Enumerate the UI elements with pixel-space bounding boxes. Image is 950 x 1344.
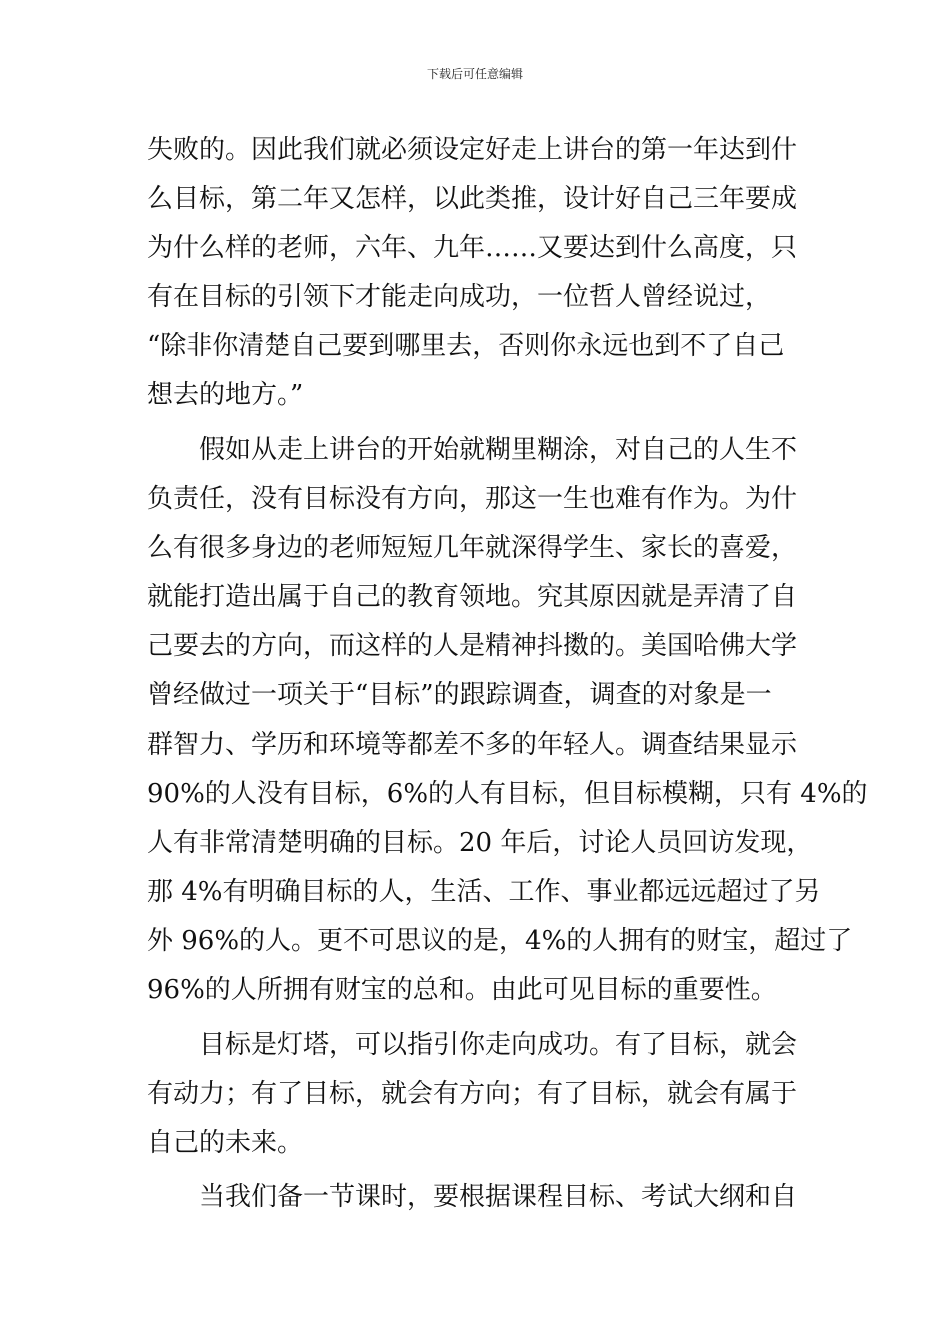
body-line-12: 曾经做过一项关于“目标”的跟踪调查，调查的对象是一 [147,680,772,710]
body-line-7: 假如从走上讲台的开始就糊里糊涂，对自己的人生不 [199,435,798,465]
body-line-5: “除非你清楚自己要到哪里去，否则你永远也到不了自己 [147,331,785,361]
body-line-13: 群智力、学历和环境等都差不多的年轻人。调查结果显示 [147,730,798,760]
body-line-16: 那 4%有明确目标的人，生活、工作、事业都远远超过了另 [147,877,821,907]
body-line-3: 为什么样的老师，六年、九年……又要达到什么高度，只 [147,233,798,263]
body-line-1: 失败的。因此我们就必须设定好走上讲台的第一年达到什 [147,135,798,165]
body-line-15: 人有非常清楚明确的目标。20 年后，讨论人员回访发现， [147,828,813,858]
body-line-11: 己要去的方向，而这样的人是精神抖擞的。美国哈佛大学 [147,631,798,661]
body-line-21: 自己的未来。 [147,1128,304,1158]
page-header: 下载后可任意编辑 [426,67,523,81]
body-line-14: 90%的人没有目标，6%的人有目标，但目标模糊，只有 4%的 [147,779,868,809]
body-line-4: 有在目标的引领下才能走向成功，一位哲人曾经说过， [147,282,772,312]
body-line-22: 当我们备一节课时，要根据课程目标、考试大纲和自 [199,1182,798,1212]
body-line-2: 么目标，第二年又怎样，以此类推，设计好自己三年要成 [147,184,798,214]
body-line-6: 想去的地方。” [147,380,304,410]
body-line-10: 就能打造出属于自己的教育领地。究其原因就是弄清了自 [147,582,798,612]
body-line-17: 外 96%的人。更不可思议的是，4%的人拥有的财宝，超过了 [147,926,853,956]
body-line-18: 96%的人所拥有财宝的总和。由此可见目标的重要性。 [147,975,777,1005]
body-line-19: 目标是灯塔，可以指引你走向成功。有了目标，就会 [199,1030,798,1060]
body-line-20: 有动力；有了目标，就会有方向；有了目标，就会有属于 [147,1079,798,1109]
body-line-8: 负责任，没有目标没有方向，那这一生也难有作为。为什 [147,484,798,514]
body-line-9: 么有很多身边的老师短短几年就深得学生、家长的喜爱， [147,533,798,563]
